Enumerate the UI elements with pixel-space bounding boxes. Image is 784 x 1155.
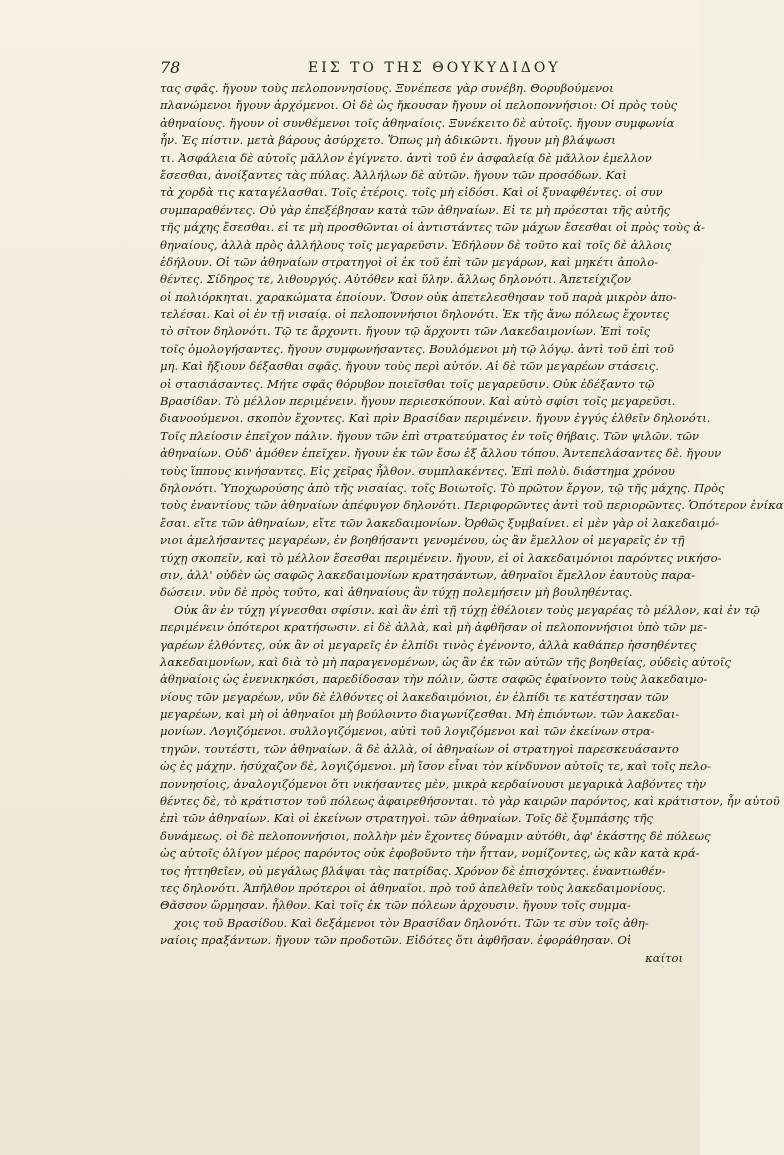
commentary-text: [160, 80, 784, 1115]
text-line: ἐδήλουν. Οἱ τῶν ἀθηναίων στρατηγοὶ οἱ ἐκ τοῦ ἐπὶ τῶν μεγάρων, καὶ μηκέτι ἀπολο-: [160, 254, 659, 269]
text-line: θέντες. Σίδηρος τε, λιθουργός. Αὐτόθεν καὶ ὕλην. ἄλλως δηλονότι. Ἀπετείχιζον: [160, 272, 632, 287]
text-line: ἀθηναίοις ὡς ἐνενικηκόσι, παρεδίδοσαν τὴν πόλιν, ὥστε σαφῶς ἐφαίνοντο τοὺς λακεδαιμο-: [160, 672, 708, 687]
text-line: τηγῶν. τουτέστι, τῶν ἀθηναίων. ἃ δὲ ἀλλὰ, οἱ ἀθηναίων οἱ στρατηγοὶ παρεσκευάσαντο: [160, 741, 679, 756]
text-line: οἱ στασιάσαντες. Μήτε σφᾶς θόρυβον ποιεῖσθαι τοῖς μεγαρεῦσιν. Οὐκ ἐδέξαντο τῷ: [160, 376, 655, 391]
text-line: τας σφᾶς. ἤγουν τοὺς πελοποννησίους. Ξυνέπεσε γὰρ συνέβη. Θορυβούμενοι: [160, 81, 614, 95]
text-line: δηλονότι. Ὑποχωρούσης ἀπὸ τῆς νισαίας. τοῖς Βοιωτοῖς. Τὸ πρῶτον ἔργον, τῷ τῆς μάχης. Πρὸς: [160, 480, 725, 495]
text-line: τος ἡττηθεῖεν, οὐ μεγάλως βλάψαι τὰς πατρίδας. Χρόνον δὲ ἐπισχόντες. ἐναντιωθέν-: [160, 863, 666, 878]
text-line: ἀθηναίους. ἤγουν οἱ συνθέμενοι τοῖς ἀθηναίοις. Ξυνέκειτο δὲ αὐτοῖς. ἤγουν συμφωνία: [160, 115, 675, 130]
text-line: λακεδαιμονίων, καὶ διὰ τὸ μὴ παραγενομένων, ὡς ἂν ἐκ τῶν αὐτῶν τῆς βοηθείας, οὐδεὶς αὐτοῖς: [160, 654, 731, 669]
text-line: θέντες δὲ, τὸ κράτιστον τοῦ πόλεως ἀφαιρεθήσονται. τὸ γὰρ καιρῶν παρόντος, καὶ κράτιστον, ἦν αὐτοῦ: [160, 794, 780, 809]
text-line: γαρέων ἐλθόντες, οὐκ ἂν οἱ μεγαρεῖς ἐν ἐλπίδι τινὸς ἐγένοντο, ἀλλὰ καθάπερ ἡσσηθέντες: [160, 637, 697, 652]
text-line: ἔσεσθαι, ἀνοίξαντες τὰς πύλας. Ἀλλήλων δὲ αὐτῶν. ἤγουν τῶν προσόδων. Καὶ: [160, 167, 627, 182]
text-line: δυνάμεως. οἱ δὲ πελοποννήσιοι, πολλὴν μὲν ἔχοντες δύναμιν αὐτόθι, ἀφ' ἑκάστης δὲ πόλεως: [160, 828, 711, 843]
text-line: νίους τῶν μεγαρέων, νῦν δὲ ἐλθόντες οἱ λακεδαιμόνιοι, ἐν ἐλπίδι τε κατέστησαν τῶν: [160, 689, 669, 704]
text-line: Θᾶσσον ὥρμησαν. ἦλθον. Καὶ τοῖς ἐκ τῶν πόλεων ἀρχουσιν. ἤγουν τοῖς συμμα-: [160, 898, 631, 913]
page-header: [150, 58, 670, 82]
folio-number: 78: [160, 58, 181, 77]
text-line: μεγαρέων, καὶ μὴ οἱ ἀθηναῖοι μὴ βούλοιντο διαγωνίζεσθαι. Μὴ ἐπιόντων. τῶν λακεδαι-: [160, 707, 680, 722]
running-title: ΕΙΣ ΤΟ ΤΗΣ ΘΟΥΚΥΔΙΔΟΥ: [308, 60, 561, 76]
text-line: μη. Καὶ ἤξιουν δέξασθαι σφᾶς. ἤγουν τοὺς περὶ αὐτόν. Αἰ δὲ τῶν μεγαρέων στάσεις.: [160, 359, 659, 374]
text-line: τοὺς ἐναντίους τῶν ἀθηναίων ἀπέφυγον δηλονότι. Περιφορῶντες ἀντὶ τοῦ περιορῶντες. Ὁπότερον ἐνίκα: [160, 498, 784, 513]
text-line: μονίων. Λογιζόμενοι. συλλογιζόμενοι, αὐτὶ τοῦ λογιζόμενοι καὶ τῶν ἐκείνων στρα-: [160, 724, 655, 739]
text-line: τύχῃ σκοπεῖν, καὶ τὸ μέλλον ἔσεσθαι περιμένειν. ἤγουν, εἰ οἱ λακεδαιμόνιοι παρόντες νικήσο-: [160, 550, 722, 565]
text-line: τῆς μάχης ἔσεσθαι. εἰ τε μὴ προσθῶνται οἱ ἀντιστάντες τῶν μάχων ἔσεσθαι οἱ πρὸς τοὺς ἀ-: [160, 220, 706, 235]
catchword: καίτοι: [645, 950, 683, 965]
text-line: ὡς ἐς μάχην. ἡσύχαζον δὲ, λογιζόμενοι. μὴ ἴσον εἶναι τὸν κίνδυνον αὐτοῖς τε, καὶ τοῖς πελο-: [160, 759, 712, 774]
text-line: τι. Ἀσφάλεια δὲ αὐτοῖς μᾶλλον ἐγίγνετο. ἀντὶ τοῦ ἐν ἀσφαλείᾳ δὲ μᾶλλον ἐμελλον: [160, 150, 652, 165]
text-line: ὡς αὐτοῖς ὀλίγον μέρος παρόντος οὐκ ἐφοβοῦντο τὴν ἧτταν, νομίζοντες, ὡς κἂν κατὰ κρά-: [160, 846, 700, 861]
text-line: ἦν. Ἐς πίστιν. μετὰ βάρους ἀσύρχετο. Ὅπως μὴ ἀδικῶντι. ἤγουν μὴ βλάψωσι: [160, 133, 616, 148]
text-line: νιοι ἀμελήσαντες μεγαρέων, ἐν βοηθήσαντι γενομένου, ὡς ἂν ἔμελλον οἱ μεγαρεῖς ἐν τῇ: [160, 533, 685, 548]
text-line: διανοούμενοι. σκοπὸν ἔχοντες. Καὶ πρὶν Βρασίδαν περιμένειν. ἤγουν ἐγγύς ἐλθεῖν δηλονότι.: [160, 411, 711, 426]
text-line: δώσειν. νῦν δὲ πρὸς τοῦτο, καὶ ἀθηναίους ἂν τύχῃ πολεμήσειν μὴ βουληθέντας.: [160, 585, 633, 600]
text-line: τὰ χορδὰ τις καταγέλασθαι. Τοῖς ἐτέροις. τοῖς μὴ εἰδόσι. Καὶ οἱ ξυναφθέντες. οἱ συν: [160, 185, 663, 200]
text-line: τὸ σῖτον δηλονότι. Τῷ τε ἄρχοντι. ἤγουν τῷ ἄρχοντι τῶν Λακεδαιμονίων. Ἐπὶ τοῖς: [160, 324, 651, 339]
text-line: ἀθηναίων. Οὐδ' ἀμόθεν ἐπεῖχεν. ἤγουν ἐκ τῶν ἔσω ἐξ ἄλλου τόπου. Ἀντεπελάσαντες δὲ. ἤγουν: [160, 446, 722, 461]
text-line: χοις τοῦ Βρασίδου. Καὶ δεξάμενοι τὸν Βρασίδαν δηλονότι. Τῶν τε σὺν τοῖς ἀθη-: [174, 915, 649, 930]
text-line: τοὺς ἵππους κινήσαντες. Εἰς χεῖρας ἦλθον. συμπλακέντες. Ἐπὶ πολὺ. διάστημα χρόνου: [160, 463, 675, 478]
text-line: ἐπὶ τῶν ἀθηναίων. Καὶ οἱ ἐκείνων στρατηγοὶ. τῶν ἀθηναίων. Τοῖς δὲ ξυμπάσης τῆς: [160, 811, 653, 826]
text-line: ἔσαι. εἴτε τῶν ἀθηναίων, εἴτε τῶν λακεδαιμονίων. Ὀρθῶς ξυμβαίνει. εἰ μὲν γὰρ οἱ λακεδαιμό-: [160, 515, 720, 530]
text-line: ποννησίοις, ἀναλογιζόμενοι ὅτι νικήσαντες μὲν, μικρὰ κερδαίνουσι μεγαρικὰ λαβόντες τὴν: [160, 776, 707, 791]
text-line: περιμένειν ὁπότεροι κρατήσωσιν. εἰ δὲ ἀλλὰ, καὶ μὴ ἀφθῆσαν οἱ πελοποννήσιοι ὑπὸ τῶν με-: [160, 620, 708, 635]
text-line: Οὐκ ἂν ἐν τύχῃ γίγνεσθαι σφίσιν. καὶ ἂν ἐπὶ τῇ τύχῃ ἐθέλοιεν τοὺς μεγαρέας τὸ μέλλον, καὶ ἐν τῷ: [174, 602, 760, 617]
text-line: Τοῖς πλείοσιν ἐπεῖχον πάλιν. ἤγουν τῶν ἐπὶ στρατεύματος ἐν τοῖς θήβαις. Τῶν ψιλῶν. τῶν: [160, 428, 699, 443]
text-line: Βρασίδαν. Τὸ μέλλον περιμένειν. ἤγουν περιεσκόπουν. Καὶ αὐτὸ σφίσι τοῖς μεγαρεῦσι.: [160, 394, 676, 409]
text-line: σιν, ἀλλ' οὐδὲν ὡς σαφῶς λακεδαιμονίων κρατησάντων, ἀθηναῖοι ἔμελλον ἑαυτοὺς παρα-: [160, 567, 696, 582]
text-line: πλανώμενοι ἤγουν ἀρχόμενοι. Οἱ δὲ ὡς ἤκουσαν ἤγουν οἱ πελοποννήσιοι: Οἱ πρὸς τοὺς: [160, 98, 678, 113]
text-line: τελέσαι. Καὶ οἱ ἐν τῇ νισαίᾳ. οἱ πελοποννήσιοι δηλονότι. Ἐκ τῆς ἄνω πόλεως ἔχοντες: [160, 307, 670, 322]
text-line: θηναίους, ἀλλὰ πρὸς ἀλλήλους τοῖς μεγαρεῦσιν. Ἐδήλουν δὲ τοῦτο καὶ τοῖς δὲ ἀλλοις: [160, 237, 672, 252]
text-line: τες δηλονότι. Ἀπῆλθον πρότεροι οἱ ἀθηναῖοι. πρὸ τοῦ ἀπελθεῖν τοὺς λακεδαιμονίους.: [160, 880, 666, 895]
text-line: συμπαραθέντες. Οὐ γὰρ ἐπεξέβησαν κατὰ τῶν ἀθηναίων. Εἰ τε μὴ πρόεσται τῆς αὐτῆς: [160, 202, 671, 217]
text-line: ναίοις πραξάντων. ἤγουν τῶν προδοτῶν. Εἰδότες ὅτι ἀφθῆσαν. ἐφοράθησαν. Οἱ: [160, 933, 632, 948]
text-line: τοῖς ὁμολογήσαντες. ἤγουν συμφωνήσαντες. Βουλόμενοι μὴ τῷ λόγῳ. ἀντὶ τοῦ ἐπὶ τοῦ: [160, 341, 674, 356]
text-line: οἱ πολιόρκηται. χαρακώματα ἐποίουν. Ὅσον οὐκ ἀπετελεσθησαν τοῦ παρὰ μικρὸν ἀπο-: [160, 289, 677, 304]
